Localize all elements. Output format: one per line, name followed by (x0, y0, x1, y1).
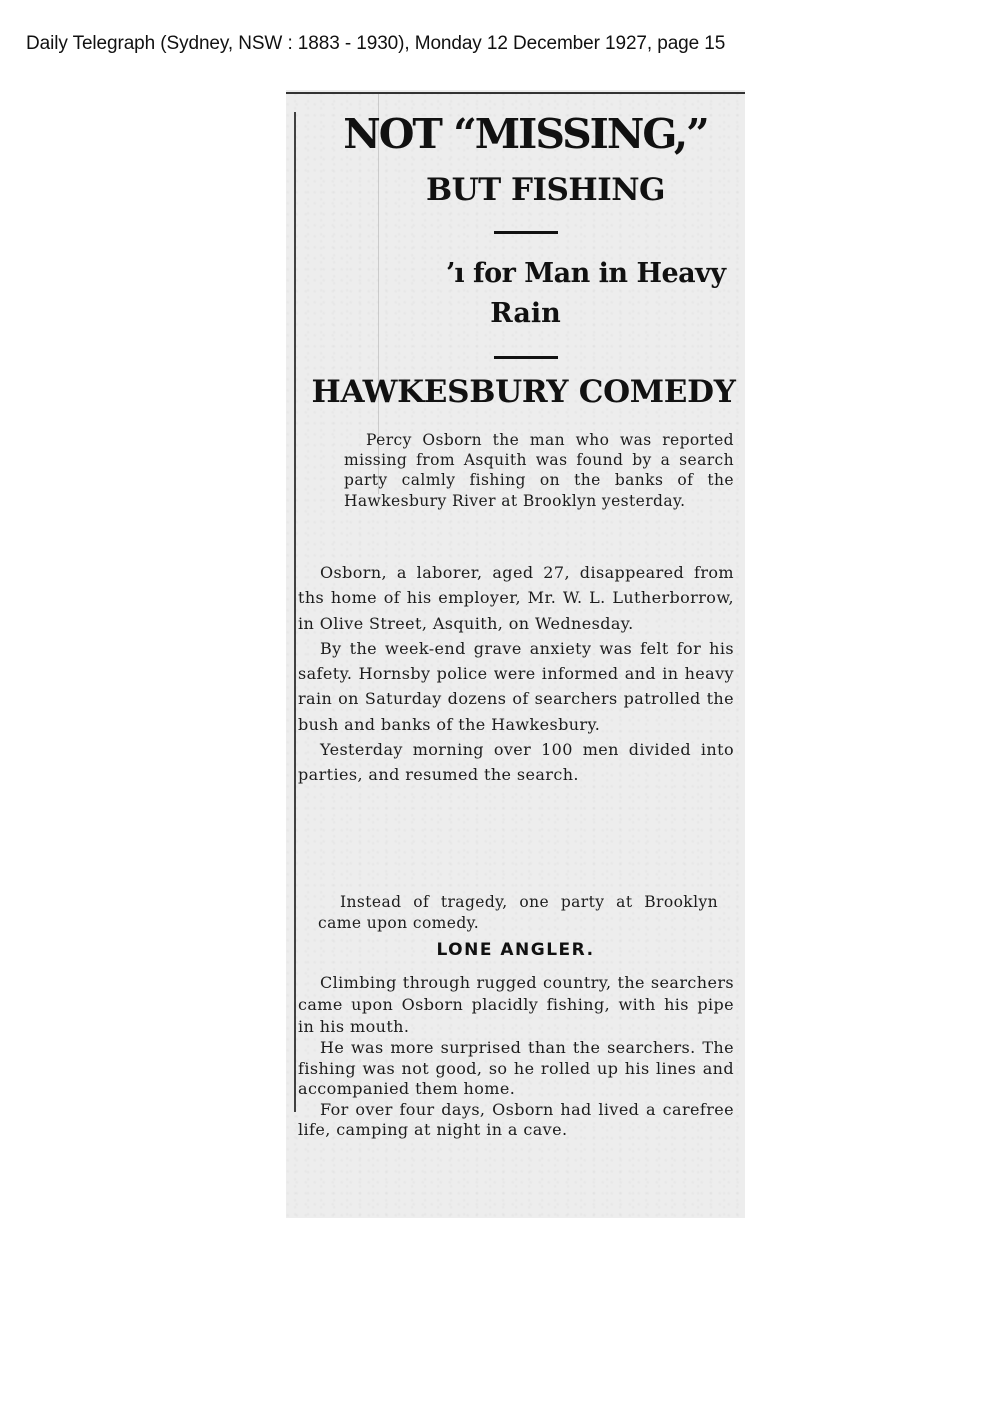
article-body-2 (318, 892, 718, 933)
headline-divider (494, 356, 558, 359)
headline-deck-line-1: ʼı for Man in Heavy (445, 258, 726, 289)
paragraph: For over four days, Osborn had lived a carefree life, camping at night in a cave. (298, 1099, 734, 1139)
headline-deck-line-2: Rain (490, 298, 561, 329)
top-rule (286, 92, 745, 94)
paragraph: Yesterday morning over 100 men divided into parties, and resumed the search. (298, 740, 734, 785)
paragraph: Percy Osborn the man who was reported missing from Asquith was found by a search party calmly fishing on the banks of the Hawkesbury River at Brooklyn yesterday. (344, 431, 734, 510)
headline-banner: HAWKESBURY COMEDY (311, 374, 736, 410)
paragraph: Osborn, a laborer, aged 27, disappeared from ths home of his employer, Mr. W. L. Lutherborrow, in Olive Street, Asquith, on Wednesday. (298, 563, 734, 633)
paragraph: Climbing through rugged country, the searchers came upon Osborn placidly fishing, with his pipe in his mouth. (298, 973, 734, 1036)
page-caption: Daily Telegraph (Sydney, NSW : 1883 - 1930), Monday 12 December 1927, page 15 (26, 33, 726, 54)
article-body-3 (298, 972, 734, 1141)
paragraph: By the week-end grave anxiety was felt for his safety. Hornsby police were informed and in heavy rain on Saturday dozens of searchers patrolled the bush and banks of the Hawkesbury. (298, 638, 734, 734)
paragraph: He was more surprised than the searchers. The fishing was not good, so he rolled up his lines and accompanied them home. (298, 1038, 734, 1098)
headline-secondary: BUT FISHING (425, 172, 666, 208)
article-paragraph-lead (344, 430, 734, 511)
paragraph: Instead of tragedy, one party at Brooklyn came upon comedy. (318, 893, 718, 932)
subheading: LONE ANGLER. (436, 940, 595, 960)
headline-divider (494, 231, 558, 234)
headline-main: NOT “MISSING,” (343, 110, 708, 158)
article-body-1 (298, 560, 734, 788)
newspaper-clipping (286, 90, 745, 1218)
